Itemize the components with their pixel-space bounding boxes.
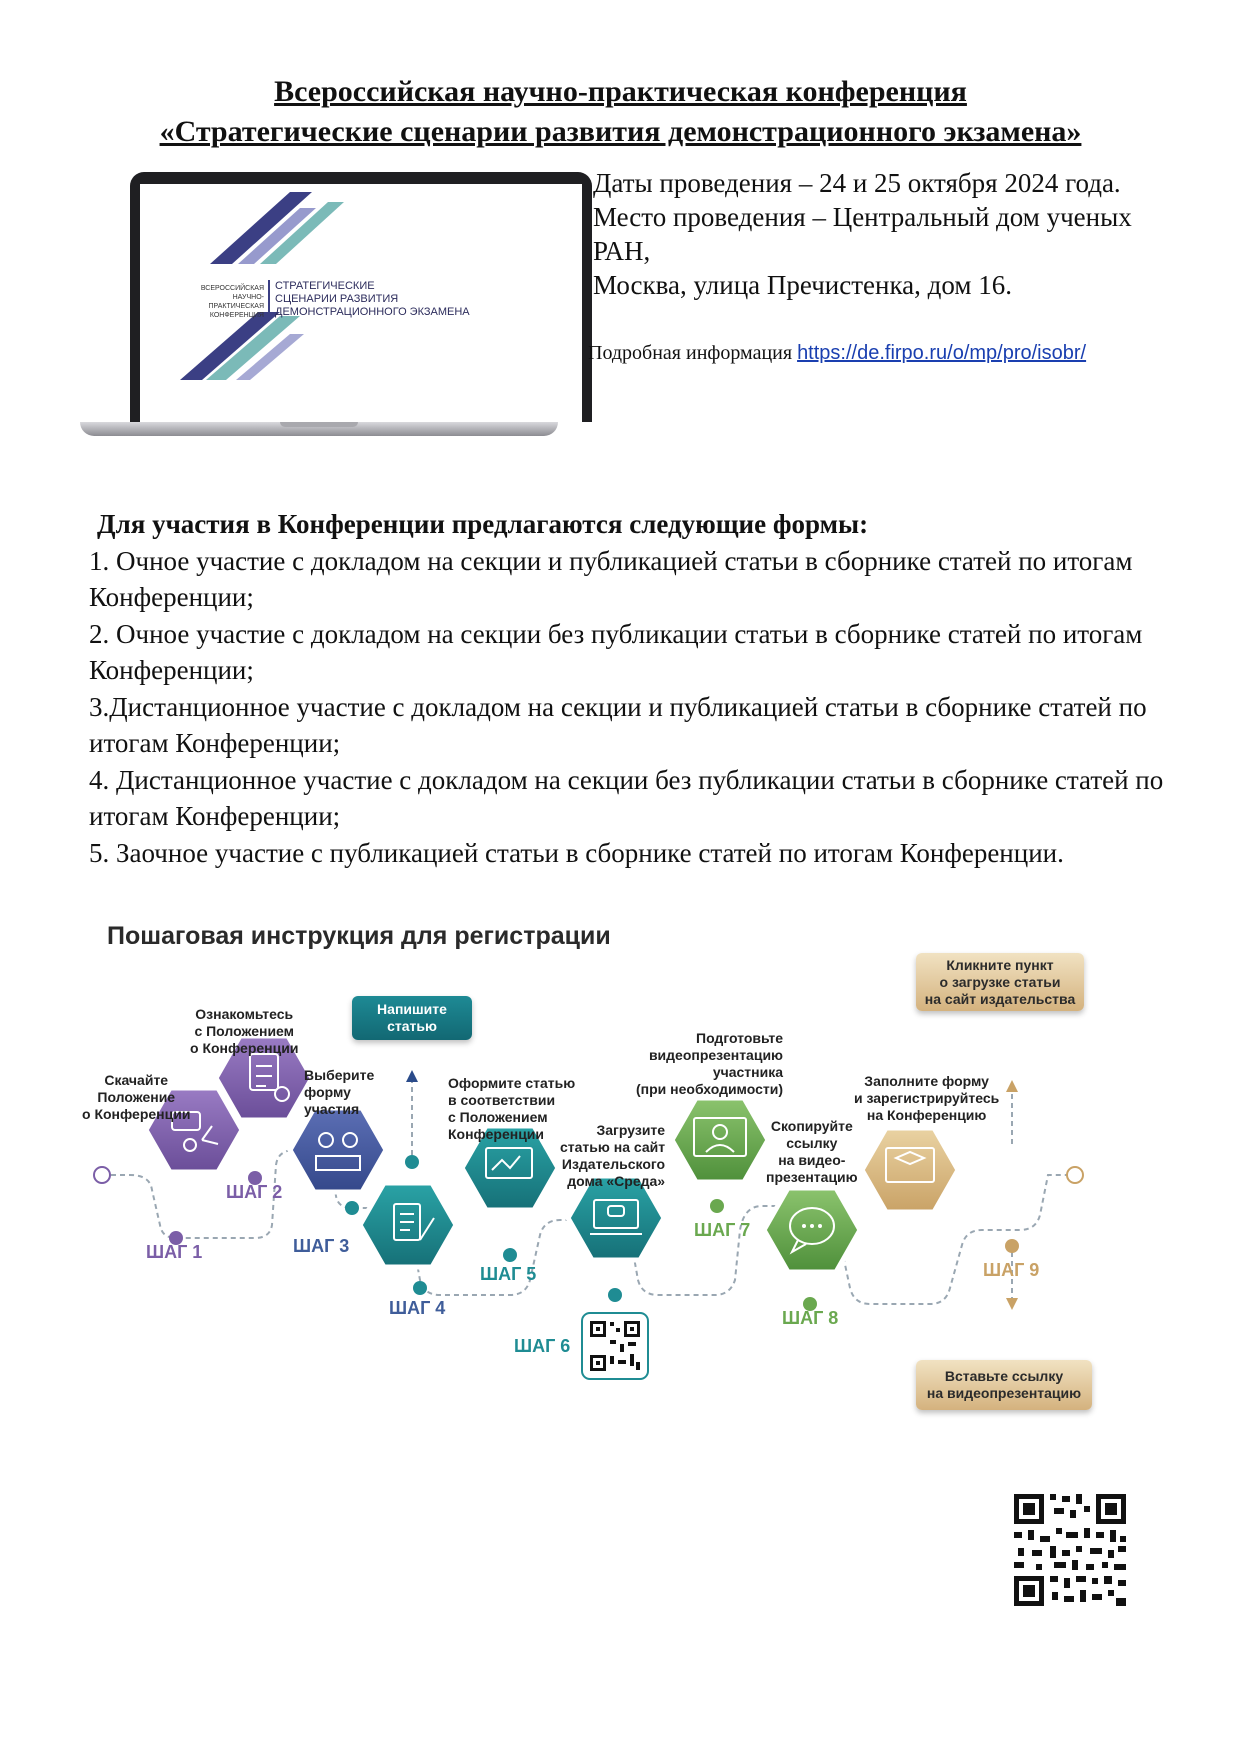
step-9-text-line-1: Заполните форму <box>864 1073 989 1089</box>
path-start-dot <box>94 1167 110 1183</box>
step-2-text-line-3: о Конференции <box>190 1040 299 1056</box>
hex-step-7 <box>672 1098 768 1182</box>
step-7-text-line-2: видеопрезентацию <box>648 1047 784 1063</box>
step-9-label: ШАГ 9 <box>983 1260 1040 1280</box>
step-1-text-line-3: о Конференции <box>82 1106 191 1122</box>
dot-step-6 <box>608 1288 622 1302</box>
dot-step-7 <box>710 1199 724 1213</box>
form-item-2: 2. Очное участие с докладом на секции без публикации статьи в сборнике статей по итогам Конференции; <box>89 618 1143 685</box>
step-8-text <box>766 1118 858 1186</box>
form-item-4: 4. Дистанционное участие с докладом на секции без публикации статьи в сборнике статей по итогам Конференции; <box>89 764 1164 831</box>
form-item-5: 5. Заочное участие с публикацией статьи в сборнике статей по итогам Конференции. <box>89 837 1064 868</box>
step-1-text <box>82 1072 190 1123</box>
step-3-text <box>304 1067 374 1118</box>
arrow-click-head <box>1006 1080 1018 1092</box>
title-line-2: «Стратегические сценарии развития демонстрационного экзамена» <box>159 115 1082 148</box>
step-7-text-line-4: (при необходимости) <box>636 1081 784 1097</box>
laptop-notch <box>280 422 358 427</box>
laptop-illustration <box>80 170 558 440</box>
event-dates: Даты проведения – 24 и 25 октября 2024 года. <box>593 168 1121 198</box>
logo-small-line-1: ВСЕРОССИЙСКАЯ <box>200 285 264 292</box>
callout-insert-line-2: на видеопрезентацию <box>926 1385 1082 1401</box>
step-6-text-line-3: Издательского <box>561 1156 666 1172</box>
step-1-text-line-1: Скачайте <box>104 1072 169 1088</box>
step-2-text <box>190 1006 298 1057</box>
callout-click-line-1: Кликните пункт <box>946 956 1054 973</box>
step-3-text-line-2: форму <box>304 1084 351 1100</box>
event-info <box>593 166 1203 302</box>
step-7-text-line-1: Подготовьте <box>696 1030 784 1046</box>
event-place-2: РАН, <box>593 236 651 266</box>
logo-big-text <box>268 280 525 319</box>
step-9-text <box>854 1073 999 1124</box>
more-info-label: Подробная информация <box>588 342 793 364</box>
dot-step-4 <box>413 1281 427 1295</box>
step-3-label: ШАГ 3 <box>293 1236 350 1256</box>
dot-step-5 <box>503 1248 517 1262</box>
callout-insert-line-1: Вставьте ссылку <box>944 1368 1064 1384</box>
more-info <box>588 342 1086 365</box>
form-item-3: 3.Дистанционное участие с докладом на секции и публикацией статьи в сборнике статей по итогам Конференции; <box>89 691 1147 758</box>
step-5-text-line-3: с Положением <box>448 1109 548 1125</box>
callout-insert-link <box>916 1360 1092 1410</box>
step-6-text <box>560 1122 665 1190</box>
step-5-label: ШАГ 5 <box>480 1264 537 1284</box>
step-8-text-line-2: ссылку <box>786 1135 838 1151</box>
dot-step-3 <box>345 1201 359 1215</box>
title-line-1: Всероссийская научно-практическая конференция <box>274 75 967 108</box>
registration-infographic <box>82 900 1120 1500</box>
callout-click-item <box>916 953 1084 1011</box>
arrow-write-head <box>406 1070 418 1082</box>
arrow-insert-head <box>1006 1298 1018 1310</box>
step-7-label: ШАГ 7 <box>694 1220 751 1240</box>
step-1-text-line-2: Положение <box>97 1089 176 1105</box>
step-9-text-line-3: на Конференцию <box>866 1107 987 1123</box>
step-3-text-line-1: Выберите <box>304 1067 375 1083</box>
hex-step-9 <box>862 1128 958 1212</box>
hex-step-4 <box>360 1183 456 1267</box>
participation-forms <box>89 506 1169 871</box>
logo-big-line-3: ДЕМОНСТРАЦИОННОГО ЭКЗАМЕНА <box>275 306 470 318</box>
hex-step-8 <box>764 1188 860 1272</box>
form-item-1: 1. Очное участие с докладом на секции и публикацией статьи в сборнике статей по итогам Конференции; <box>89 545 1133 612</box>
step-7-text-line-3: участника <box>712 1064 784 1080</box>
hex-step-3 <box>290 1108 386 1192</box>
callout-click-line-2: о загрузке статьи <box>939 973 1061 990</box>
step-5-text-line-2: в соответствии <box>448 1092 556 1108</box>
step-8-text-line-3: на видео- <box>778 1152 846 1168</box>
step-4-label: ШАГ 4 <box>389 1298 446 1318</box>
event-place-1: Место проведения – Центральный дом ученых <box>593 202 1132 232</box>
step-6-text-line-4: дома «Среда» <box>567 1173 666 1189</box>
dot-step-4-top <box>405 1155 419 1169</box>
logo-big-line-2: СЦЕНАРИИ РАЗВИТИЯ <box>275 293 399 305</box>
step-3-text-line-3: участия <box>304 1101 360 1117</box>
step-2-text-line-1: Ознакомьтесь <box>195 1006 294 1022</box>
step-2-text-line-2: с Положением <box>194 1023 295 1039</box>
step-6-qr-icon <box>582 1313 648 1379</box>
step-9-text-line-2: и зарегистрируйтесь <box>854 1090 1000 1106</box>
callout-click-line-3: на сайт издательства <box>924 990 1076 1007</box>
callout-write-line-2: статью <box>387 1018 437 1034</box>
step-6-text-line-1: Загрузите <box>596 1122 666 1138</box>
step-5-text-line-4: Конференции <box>448 1126 545 1142</box>
callout-write-line-1: Напишите <box>377 1001 447 1017</box>
page-title <box>0 72 1241 152</box>
step-8-text-line-1: Скопируйте <box>770 1118 853 1134</box>
step-7-text <box>636 1030 783 1098</box>
registration-qr-code <box>1010 1490 1130 1610</box>
conference-logo <box>140 184 582 422</box>
infographic-title: Пошаговая инструкция для регистрации <box>107 922 611 950</box>
step-6-label: ШАГ 6 <box>514 1336 571 1356</box>
step-6-text-line-2: статью на сайт <box>560 1139 666 1155</box>
logo-small-text <box>178 284 264 320</box>
step-5-text-line-1: Оформите статью <box>448 1075 576 1091</box>
forms-heading: Для участия в Конференции предлагаются следующие формы: <box>97 509 869 539</box>
step-5-text <box>448 1075 575 1143</box>
step-1-label: ШАГ 1 <box>146 1242 203 1262</box>
path-end-dot <box>1067 1167 1083 1183</box>
logo-small-line-3: КОНФЕРЕНЦИЯ <box>209 312 264 319</box>
laptop-screen <box>130 172 592 422</box>
step-8-text-line-4: презентацию <box>766 1169 858 1185</box>
step-2-label: ШАГ 2 <box>226 1182 283 1202</box>
logo-small-line-2: НАУЧНО-ПРАКТИЧЕСКАЯ <box>208 294 264 310</box>
callout-write-article <box>352 996 472 1040</box>
dot-step-9 <box>1005 1239 1019 1253</box>
event-place-3: Москва, улица Пречистенка, дом 16. <box>593 270 1012 300</box>
logo-big-line-1: СТРАТЕГИЧЕСКИЕ <box>275 280 375 292</box>
more-info-link[interactable]: https://de.firpo.ru/o/mp/pro/isobr/ <box>797 342 1087 364</box>
step-8-label: ШАГ 8 <box>782 1308 839 1328</box>
